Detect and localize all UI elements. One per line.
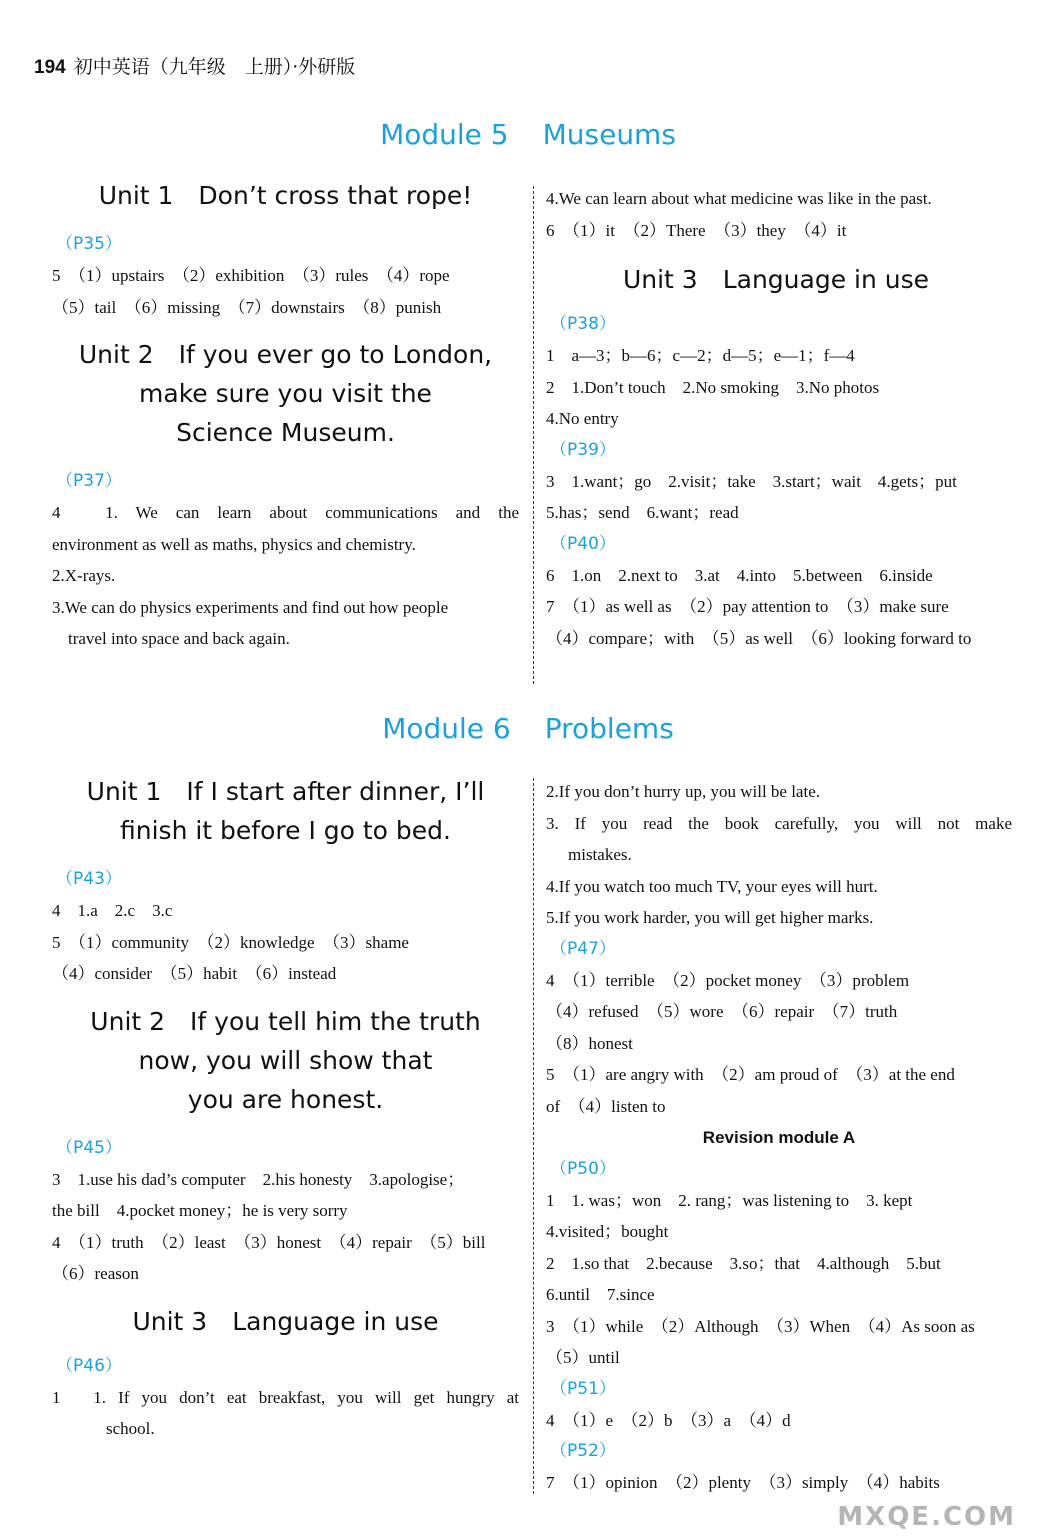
page-ref: （P46） — [56, 1355, 122, 1376]
unit-title: Unit 2 If you tell him the truth now, you will show that you are honest. — [90, 1006, 481, 1114]
answer-line: 4 1. We can learn about communications and the — [52, 503, 519, 522]
page-ref: （P37） — [56, 471, 122, 491]
answer-line: 2 1.Don’t touch 2.No smoking 3.No photos — [546, 377, 880, 397]
answer-line: 3.We can do physics experiments and find out how people — [52, 597, 449, 617]
answer-line: （4）consider （5）habit （6）instead — [52, 964, 337, 983]
answer-line: 3. If you read the book carefully, you will not make — [546, 813, 1012, 833]
module-name: Problems — [544, 712, 674, 745]
answer-line: 2.If you don’t hurry up, you will be late. — [546, 782, 821, 801]
page-ref: （P43） — [56, 869, 122, 889]
answer-line: （8）honest — [546, 1033, 633, 1053]
page-number: 194 — [34, 57, 66, 78]
unit-title: Unit 1 If I start after dinner, I’ll finish it before I go to bed. — [86, 777, 485, 845]
module-5-right-column — [546, 183, 1006, 654]
answer-line: 6 1.on 2.next to 3.at 4.into 5.between 6.inside — [546, 565, 933, 585]
page-ref: （P50） — [550, 1158, 616, 1179]
book-title: 初中英语（九年级 上册）·外研版 — [73, 56, 356, 78]
unit-title: Unit 1 Don’t cross that rope! — [98, 181, 473, 210]
answer-line: the bill 4.pocket money；he is very sorry — [52, 1201, 348, 1220]
answer-line: 4 1.a 2.c 3.c — [52, 901, 173, 920]
page-ref: （P47） — [550, 938, 616, 959]
answer-line: 2.X-rays. — [52, 566, 116, 585]
answer-line: （4）compare；with （5）as well （6）looking forward to — [546, 628, 972, 648]
answer-line: 6.until 7.since — [546, 1285, 655, 1304]
answer-line: 1 1. If you don’t eat breakfast, you will get hungry at — [52, 1387, 519, 1407]
answer-line: 3 1.want；go 2.visit；take 3.start；wait 4.gets；put — [546, 471, 957, 491]
column-divider — [533, 778, 534, 1494]
revision-module-title: Revision module A — [702, 1128, 856, 1147]
module-6-left-column — [52, 772, 519, 1445]
page-ref: （P52） — [550, 1441, 616, 1461]
answer-line: 4 （1）e （2）b （3）a （4）d — [546, 1410, 791, 1430]
page-ref: （P40） — [550, 533, 616, 554]
answer-line: environment as well as maths, physics and chemistry. — [52, 534, 416, 554]
answer-line: （5）tail （6）missing （7）downstairs （8）punish — [52, 297, 442, 317]
answer-line: （4）refused （5）wore （6）repair （7）truth — [546, 1002, 898, 1021]
page-ref: （P35） — [56, 234, 122, 254]
answer-line: 1 a—3；b—6；c—2；d—5；e—1；f—4 — [546, 346, 855, 365]
answer-line: 1 1. was；won 2. rang；was listening to 3. kept — [546, 1190, 913, 1210]
module-6-right-column — [546, 776, 1012, 1499]
answer-line: 3 1.use his dad’s computer 2.his honesty 3.apologise； — [52, 1169, 465, 1189]
page-ref: （P39） — [550, 439, 616, 460]
answer-line: 3 （1）while （2）Although （3）When （4）As soon as — [546, 1316, 975, 1336]
answer-line: 4.visited；bought — [546, 1222, 669, 1241]
answer-line: 4.No entry — [546, 409, 619, 428]
page-ref: （P38） — [550, 314, 616, 334]
answer-line: 4 （1）truth （2）least （3）honest （4）repair （5）bill — [52, 1232, 486, 1252]
module-name: Museums — [542, 118, 676, 151]
answer-line: 7 （1）opinion （2）plenty （3）simply （4）habits — [546, 1473, 940, 1492]
unit-title: Unit 2 If you ever go to London, make sure you visit the Science Museum. — [78, 340, 493, 447]
column-divider — [533, 186, 534, 684]
answer-line: 2 1.so that 2.because 3.so；that 4.although 5.but — [546, 1253, 941, 1273]
answer-line: of （4）listen to — [546, 1096, 666, 1116]
module-number: Module 6 — [382, 712, 511, 745]
watermark: MXQE.COM — [837, 1502, 1016, 1532]
answer-line: 7 （1）as well as （2）pay attention to （3）make sure — [546, 597, 949, 616]
module-number: Module 5 — [380, 118, 509, 151]
answer-line: 5.has；send 6.want；read — [546, 503, 739, 522]
module-5-left-column — [52, 176, 519, 655]
module-5-title — [0, 118, 1056, 151]
answer-line: 4 （1）terrible （2）pocket money （3）problem — [546, 970, 910, 990]
page-ref: （P45） — [56, 1137, 122, 1158]
answer-line: 5 （1）upstairs （2）exhibition （3）rules （4）rope — [52, 266, 450, 285]
answer-line: 4.We can learn about what medicine was like in the past. — [546, 189, 932, 208]
answer-line: school. — [106, 1419, 155, 1438]
module-6-title — [0, 712, 1056, 745]
answer-line: 5 （1）community （2）knowledge （3）shame — [52, 932, 409, 952]
answer-line: 5 （1）are angry with （2）am proud of （3）at the end — [546, 1065, 955, 1084]
answer-line: 6 （1）it （2）There （3）they （4）it — [546, 220, 847, 240]
answer-line: （6）reason — [52, 1264, 139, 1283]
unit-title: Unit 3 Language in use — [132, 1306, 439, 1336]
answer-line: mistakes. — [568, 845, 632, 864]
answer-line: travel into space and back again. — [68, 629, 290, 648]
answer-line: 5.If you work harder, you will get higher marks. — [546, 908, 874, 927]
unit-title: Unit 3 Language in use — [622, 265, 930, 294]
answer-line: （5）until — [546, 1348, 620, 1367]
page-ref: （P51） — [550, 1378, 616, 1399]
page-header — [34, 52, 355, 79]
answer-line: 4.If you watch too much TV, your eyes will hurt. — [546, 876, 878, 896]
